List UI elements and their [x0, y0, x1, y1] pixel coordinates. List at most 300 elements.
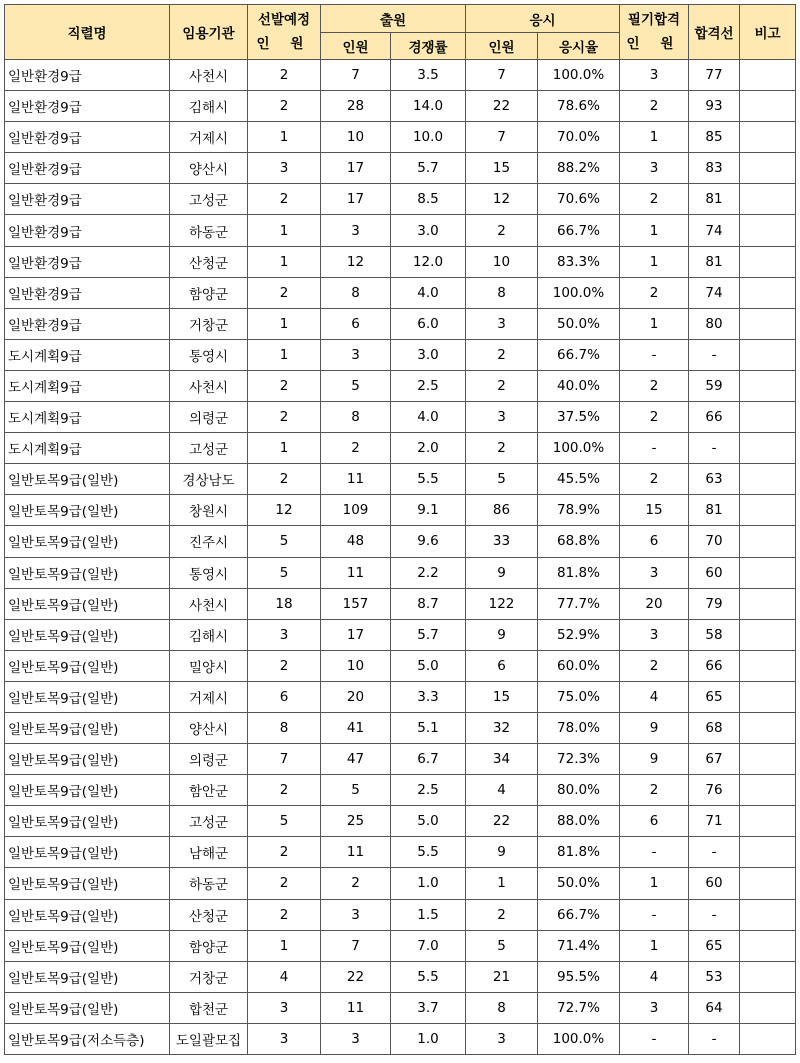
- cell-passed: -: [620, 837, 689, 868]
- cell-competition: 5.7: [391, 619, 466, 650]
- cell-passed: 2: [620, 91, 689, 122]
- cell-title: 일반환경9급: [5, 215, 170, 246]
- cell-remarks: [740, 992, 796, 1023]
- cell-planned: 1: [248, 246, 321, 277]
- cell-competition: 3.5: [391, 60, 466, 91]
- cell-agency: 남해군: [170, 837, 248, 868]
- cell-applied: 11: [321, 464, 391, 495]
- cell-planned: 2: [248, 184, 321, 215]
- cell-passed: -: [620, 899, 689, 930]
- cell-exam-rate: 70.0%: [538, 122, 620, 153]
- cell-agency: 양산시: [170, 153, 248, 184]
- cell-planned: 7: [248, 744, 321, 775]
- cell-agency: 하동군: [170, 868, 248, 899]
- cell-planned: 2: [248, 91, 321, 122]
- cell-exam-rate: 78.0%: [538, 712, 620, 743]
- header-agency: 임용기관: [170, 5, 248, 60]
- table-row: [5, 464, 796, 495]
- cell-agency: 김해시: [170, 91, 248, 122]
- cell-remarks: [740, 526, 796, 557]
- cell-planned: 1: [248, 215, 321, 246]
- cell-applied: 10: [321, 122, 391, 153]
- cell-examinees: 34: [466, 744, 538, 775]
- cell-cutoff: 58: [689, 619, 740, 650]
- cell-cutoff: 60: [689, 868, 740, 899]
- cell-competition: 9.6: [391, 526, 466, 557]
- header-planned-bottom: 인 원: [256, 36, 312, 52]
- cell-cutoff: -: [689, 433, 740, 464]
- table-row: [5, 930, 796, 961]
- cell-applied: 5: [321, 775, 391, 806]
- table-row: [5, 992, 796, 1023]
- cell-cutoff: 71: [689, 806, 740, 837]
- cell-competition: 3.7: [391, 992, 466, 1023]
- table-row: [5, 277, 796, 308]
- cell-examinees: 3: [466, 308, 538, 339]
- cell-title: 일반토목9급(일반): [5, 806, 170, 837]
- cell-planned: 18: [248, 588, 321, 619]
- cell-examinees: 9: [466, 619, 538, 650]
- cell-competition: 3.3: [391, 681, 466, 712]
- cell-agency: 고성군: [170, 184, 248, 215]
- table-row: [5, 712, 796, 743]
- cell-applied: 11: [321, 557, 391, 588]
- table-row: [5, 339, 796, 370]
- cell-passed: 2: [620, 370, 689, 401]
- cell-title: 도시계획9급: [5, 370, 170, 401]
- header-applied-count: 인원: [321, 33, 391, 60]
- cell-planned: 3: [248, 1023, 321, 1054]
- cell-exam-rate: 100.0%: [538, 1023, 620, 1054]
- cell-title: 도시계획9급: [5, 339, 170, 370]
- table-row: [5, 526, 796, 557]
- table-row: [5, 308, 796, 339]
- cell-agency: 고성군: [170, 433, 248, 464]
- cell-examinees: 2: [466, 339, 538, 370]
- cell-cutoff: -: [689, 339, 740, 370]
- cell-passed: 1: [620, 868, 689, 899]
- cell-remarks: [740, 402, 796, 433]
- cell-title: 일반환경9급: [5, 153, 170, 184]
- cell-exam-rate: 37.5%: [538, 402, 620, 433]
- cell-exam-rate: 78.6%: [538, 91, 620, 122]
- cell-competition: 5.0: [391, 650, 466, 681]
- cell-title: 일반토목9급(일반): [5, 837, 170, 868]
- cell-title: 일반토목9급(일반): [5, 681, 170, 712]
- cell-applied: 20: [321, 681, 391, 712]
- cell-passed: 1: [620, 246, 689, 277]
- cell-planned: 1: [248, 930, 321, 961]
- cell-title: 일반환경9급: [5, 184, 170, 215]
- cell-cutoff: 80: [689, 308, 740, 339]
- cell-title: 일반토목9급(일반): [5, 868, 170, 899]
- cell-exam-rate: 60.0%: [538, 650, 620, 681]
- cell-remarks: [740, 806, 796, 837]
- cell-agency: 사천시: [170, 370, 248, 401]
- cell-cutoff: 81: [689, 246, 740, 277]
- cell-title: 일반토목9급(일반): [5, 650, 170, 681]
- cell-exam-rate: 68.8%: [538, 526, 620, 557]
- cell-cutoff: 67: [689, 744, 740, 775]
- cell-planned: 8: [248, 712, 321, 743]
- cell-passed: 4: [620, 961, 689, 992]
- cell-passed: -: [620, 1023, 689, 1054]
- cell-exam-rate: 40.0%: [538, 370, 620, 401]
- cell-examinees: 22: [466, 806, 538, 837]
- cell-cutoff: 93: [689, 91, 740, 122]
- cell-competition: 1.0: [391, 1023, 466, 1054]
- cell-competition: 5.0: [391, 806, 466, 837]
- cell-exam-rate: 52.9%: [538, 619, 620, 650]
- cell-agency: 합천군: [170, 992, 248, 1023]
- cell-planned: 2: [248, 464, 321, 495]
- cell-agency: 거제시: [170, 122, 248, 153]
- cell-applied: 157: [321, 588, 391, 619]
- cell-cutoff: 64: [689, 992, 740, 1023]
- cell-title: 일반토목9급(일반): [5, 495, 170, 526]
- cell-exam-rate: 66.7%: [538, 215, 620, 246]
- cell-examinees: 3: [466, 1023, 538, 1054]
- cell-competition: 12.0: [391, 246, 466, 277]
- cell-competition: 3.0: [391, 339, 466, 370]
- header-written-pass: [620, 5, 689, 60]
- cell-agency: 진주시: [170, 526, 248, 557]
- cell-remarks: [740, 650, 796, 681]
- cell-applied: 48: [321, 526, 391, 557]
- cell-title: 일반토목9급(일반): [5, 557, 170, 588]
- table-row: [5, 495, 796, 526]
- cell-remarks: [740, 557, 796, 588]
- cell-applied: 5: [321, 370, 391, 401]
- cell-title: 일반토목9급(일반): [5, 992, 170, 1023]
- table-row: [5, 433, 796, 464]
- cell-title: 일반토목9급(일반): [5, 588, 170, 619]
- cell-examinees: 5: [466, 930, 538, 961]
- cell-exam-rate: 95.5%: [538, 961, 620, 992]
- cell-cutoff: 85: [689, 122, 740, 153]
- cell-passed: 6: [620, 806, 689, 837]
- cell-competition: 2.5: [391, 370, 466, 401]
- cell-remarks: [740, 899, 796, 930]
- cell-passed: 1: [620, 308, 689, 339]
- cell-examinees: 15: [466, 153, 538, 184]
- cell-remarks: [740, 930, 796, 961]
- cell-passed: 20: [620, 588, 689, 619]
- cell-agency: 거창군: [170, 308, 248, 339]
- cell-planned: 2: [248, 650, 321, 681]
- cell-competition: 2.0: [391, 433, 466, 464]
- cell-title: 일반토목9급(일반): [5, 775, 170, 806]
- cell-cutoff: 68: [689, 712, 740, 743]
- cell-exam-rate: 66.7%: [538, 899, 620, 930]
- cell-examinees: 7: [466, 60, 538, 91]
- cell-planned: 2: [248, 775, 321, 806]
- cell-cutoff: 81: [689, 184, 740, 215]
- cell-title: 일반토목9급(일반): [5, 961, 170, 992]
- cell-cutoff: 59: [689, 370, 740, 401]
- cell-applied: 7: [321, 60, 391, 91]
- cell-title: 일반토목9급(일반): [5, 930, 170, 961]
- cell-competition: 7.0: [391, 930, 466, 961]
- cell-competition: 8.7: [391, 588, 466, 619]
- cell-examinees: 122: [466, 588, 538, 619]
- cell-examinees: 5: [466, 464, 538, 495]
- cell-examinees: 2: [466, 433, 538, 464]
- table-row: [5, 246, 796, 277]
- cell-applied: 3: [321, 1023, 391, 1054]
- cell-passed: 4: [620, 681, 689, 712]
- cell-remarks: [740, 153, 796, 184]
- cell-exam-rate: 78.9%: [538, 495, 620, 526]
- cell-planned: 2: [248, 60, 321, 91]
- cell-examinees: 4: [466, 775, 538, 806]
- table-row: [5, 60, 796, 91]
- table-row: [5, 370, 796, 401]
- cell-cutoff: 66: [689, 402, 740, 433]
- cell-competition: 2.5: [391, 775, 466, 806]
- cell-agency: 거제시: [170, 681, 248, 712]
- cell-planned: 3: [248, 992, 321, 1023]
- cell-agency: 하동군: [170, 215, 248, 246]
- cell-cutoff: 79: [689, 588, 740, 619]
- cell-examinees: 12: [466, 184, 538, 215]
- cell-applied: 25: [321, 806, 391, 837]
- cell-planned: 1: [248, 122, 321, 153]
- header-exam-rate: 응시율: [538, 33, 620, 60]
- cell-cutoff: 65: [689, 681, 740, 712]
- cell-examinees: 21: [466, 961, 538, 992]
- cell-exam-rate: 100.0%: [538, 433, 620, 464]
- cell-remarks: [740, 1023, 796, 1054]
- cell-passed: 15: [620, 495, 689, 526]
- cell-title: 일반토목9급(일반): [5, 712, 170, 743]
- cell-passed: 3: [620, 60, 689, 91]
- table-row: [5, 184, 796, 215]
- cell-competition: 14.0: [391, 91, 466, 122]
- cell-competition: 8.5: [391, 184, 466, 215]
- cell-exam-rate: 66.7%: [538, 339, 620, 370]
- cell-cutoff: -: [689, 837, 740, 868]
- cell-applied: 8: [321, 277, 391, 308]
- table-row: [5, 961, 796, 992]
- cell-remarks: [740, 619, 796, 650]
- cell-passed: 2: [620, 775, 689, 806]
- cell-exam-rate: 72.7%: [538, 992, 620, 1023]
- cell-agency: 함안군: [170, 775, 248, 806]
- cell-applied: 2: [321, 868, 391, 899]
- cell-planned: 12: [248, 495, 321, 526]
- cell-examinees: 2: [466, 370, 538, 401]
- cell-competition: 3.0: [391, 215, 466, 246]
- cell-agency: 김해시: [170, 619, 248, 650]
- cell-exam-rate: 77.7%: [538, 588, 620, 619]
- header-cutoff: 합격선: [689, 5, 740, 60]
- cell-passed: 2: [620, 464, 689, 495]
- cell-title: 일반환경9급: [5, 91, 170, 122]
- cell-remarks: [740, 277, 796, 308]
- cell-applied: 3: [321, 339, 391, 370]
- cell-remarks: [740, 837, 796, 868]
- cell-competition: 2.2: [391, 557, 466, 588]
- cell-applied: 109: [321, 495, 391, 526]
- cell-passed: 3: [620, 619, 689, 650]
- cell-remarks: [740, 712, 796, 743]
- cell-passed: 2: [620, 184, 689, 215]
- cell-remarks: [740, 433, 796, 464]
- cell-exam-rate: 88.0%: [538, 806, 620, 837]
- cell-passed: 3: [620, 557, 689, 588]
- cell-planned: 3: [248, 153, 321, 184]
- cell-exam-rate: 50.0%: [538, 868, 620, 899]
- table-header: [5, 5, 796, 60]
- cell-agency: 양산시: [170, 712, 248, 743]
- table-row: [5, 744, 796, 775]
- cell-passed: 3: [620, 992, 689, 1023]
- cell-exam-rate: 81.8%: [538, 557, 620, 588]
- cell-agency: 함양군: [170, 930, 248, 961]
- cell-title: 일반토목9급(일반): [5, 526, 170, 557]
- cell-applied: 12: [321, 246, 391, 277]
- cell-applied: 2: [321, 433, 391, 464]
- cell-agency: 밀양시: [170, 650, 248, 681]
- cell-title: 일반토목9급(일반): [5, 744, 170, 775]
- table-row: [5, 837, 796, 868]
- cell-title: 일반토목9급(일반): [5, 619, 170, 650]
- cell-agency: 거창군: [170, 961, 248, 992]
- cell-examinees: 10: [466, 246, 538, 277]
- table-row: [5, 402, 796, 433]
- cell-agency: 함양군: [170, 277, 248, 308]
- cell-applied: 6: [321, 308, 391, 339]
- cell-remarks: [740, 339, 796, 370]
- cell-title: 일반환경9급: [5, 277, 170, 308]
- cell-title: 일반토목9급(일반): [5, 899, 170, 930]
- header-exam-group: 응시: [466, 5, 620, 33]
- cell-cutoff: 74: [689, 277, 740, 308]
- cell-cutoff: 63: [689, 464, 740, 495]
- cell-applied: 17: [321, 184, 391, 215]
- cell-competition: 5.5: [391, 837, 466, 868]
- cell-planned: 2: [248, 899, 321, 930]
- cell-exam-rate: 81.8%: [538, 837, 620, 868]
- cell-competition: 9.1: [391, 495, 466, 526]
- table-body: [5, 60, 796, 1055]
- table-row: [5, 806, 796, 837]
- cell-agency: 산청군: [170, 899, 248, 930]
- cell-cutoff: 83: [689, 153, 740, 184]
- cell-examinees: 6: [466, 650, 538, 681]
- table-row: [5, 588, 796, 619]
- cell-remarks: [740, 464, 796, 495]
- cell-cutoff: 81: [689, 495, 740, 526]
- cell-agency: 사천시: [170, 60, 248, 91]
- cell-title: 도시계획9급: [5, 402, 170, 433]
- cell-planned: 1: [248, 339, 321, 370]
- cell-passed: 3: [620, 153, 689, 184]
- cell-passed: 1: [620, 122, 689, 153]
- cell-cutoff: 70: [689, 526, 740, 557]
- cell-competition: 5.5: [391, 464, 466, 495]
- cell-applied: 17: [321, 619, 391, 650]
- cell-exam-rate: 70.6%: [538, 184, 620, 215]
- cell-remarks: [740, 370, 796, 401]
- cell-agency: 경상남도: [170, 464, 248, 495]
- cell-remarks: [740, 681, 796, 712]
- cell-applied: 7: [321, 930, 391, 961]
- cell-remarks: [740, 961, 796, 992]
- cell-exam-rate: 45.5%: [538, 464, 620, 495]
- cell-title: 도시계획9급: [5, 433, 170, 464]
- header-planned: [248, 5, 321, 60]
- header-remarks: 비고: [740, 5, 796, 60]
- cell-remarks: [740, 495, 796, 526]
- cell-exam-rate: 100.0%: [538, 60, 620, 91]
- cell-examinees: 8: [466, 277, 538, 308]
- cell-cutoff: -: [689, 1023, 740, 1054]
- cell-exam-rate: 88.2%: [538, 153, 620, 184]
- table-row: [5, 650, 796, 681]
- cell-exam-rate: 80.0%: [538, 775, 620, 806]
- table-row: [5, 122, 796, 153]
- cell-title: 일반환경9급: [5, 60, 170, 91]
- cell-applied: 11: [321, 837, 391, 868]
- cell-agency: 창원시: [170, 495, 248, 526]
- cell-title: 일반토목9급(일반): [5, 464, 170, 495]
- table-row: [5, 153, 796, 184]
- cell-competition: 5.7: [391, 153, 466, 184]
- cell-cutoff: -: [689, 899, 740, 930]
- cell-applied: 8: [321, 402, 391, 433]
- cell-planned: 4: [248, 961, 321, 992]
- cell-examinees: 8: [466, 992, 538, 1023]
- cell-planned: 6: [248, 681, 321, 712]
- cell-passed: -: [620, 433, 689, 464]
- cell-remarks: [740, 215, 796, 246]
- cell-passed: 2: [620, 277, 689, 308]
- table-row: [5, 619, 796, 650]
- cell-competition: 4.0: [391, 277, 466, 308]
- cell-examinees: 15: [466, 681, 538, 712]
- cell-applied: 41: [321, 712, 391, 743]
- cell-planned: 5: [248, 806, 321, 837]
- cell-title: 일반환경9급: [5, 246, 170, 277]
- cell-remarks: [740, 184, 796, 215]
- cell-examinees: 2: [466, 215, 538, 246]
- cell-applied: 28: [321, 91, 391, 122]
- cell-passed: 9: [620, 712, 689, 743]
- cell-applied: 11: [321, 992, 391, 1023]
- cell-planned: 2: [248, 402, 321, 433]
- cell-applied: 22: [321, 961, 391, 992]
- cell-exam-rate: 100.0%: [538, 277, 620, 308]
- cell-agency: 고성군: [170, 806, 248, 837]
- table-row: [5, 681, 796, 712]
- cell-passed: 2: [620, 402, 689, 433]
- cell-competition: 1.5: [391, 899, 466, 930]
- table-row: [5, 215, 796, 246]
- cell-examinees: 32: [466, 712, 538, 743]
- header-written-pass-top: 필기합격: [627, 12, 681, 28]
- cell-exam-rate: 75.0%: [538, 681, 620, 712]
- cell-examinees: 1: [466, 868, 538, 899]
- cell-passed: 1: [620, 930, 689, 961]
- cell-remarks: [740, 308, 796, 339]
- cell-remarks: [740, 122, 796, 153]
- cell-applied: 10: [321, 650, 391, 681]
- cell-planned: 2: [248, 868, 321, 899]
- cell-planned: 1: [248, 308, 321, 339]
- cell-agency: 산청군: [170, 246, 248, 277]
